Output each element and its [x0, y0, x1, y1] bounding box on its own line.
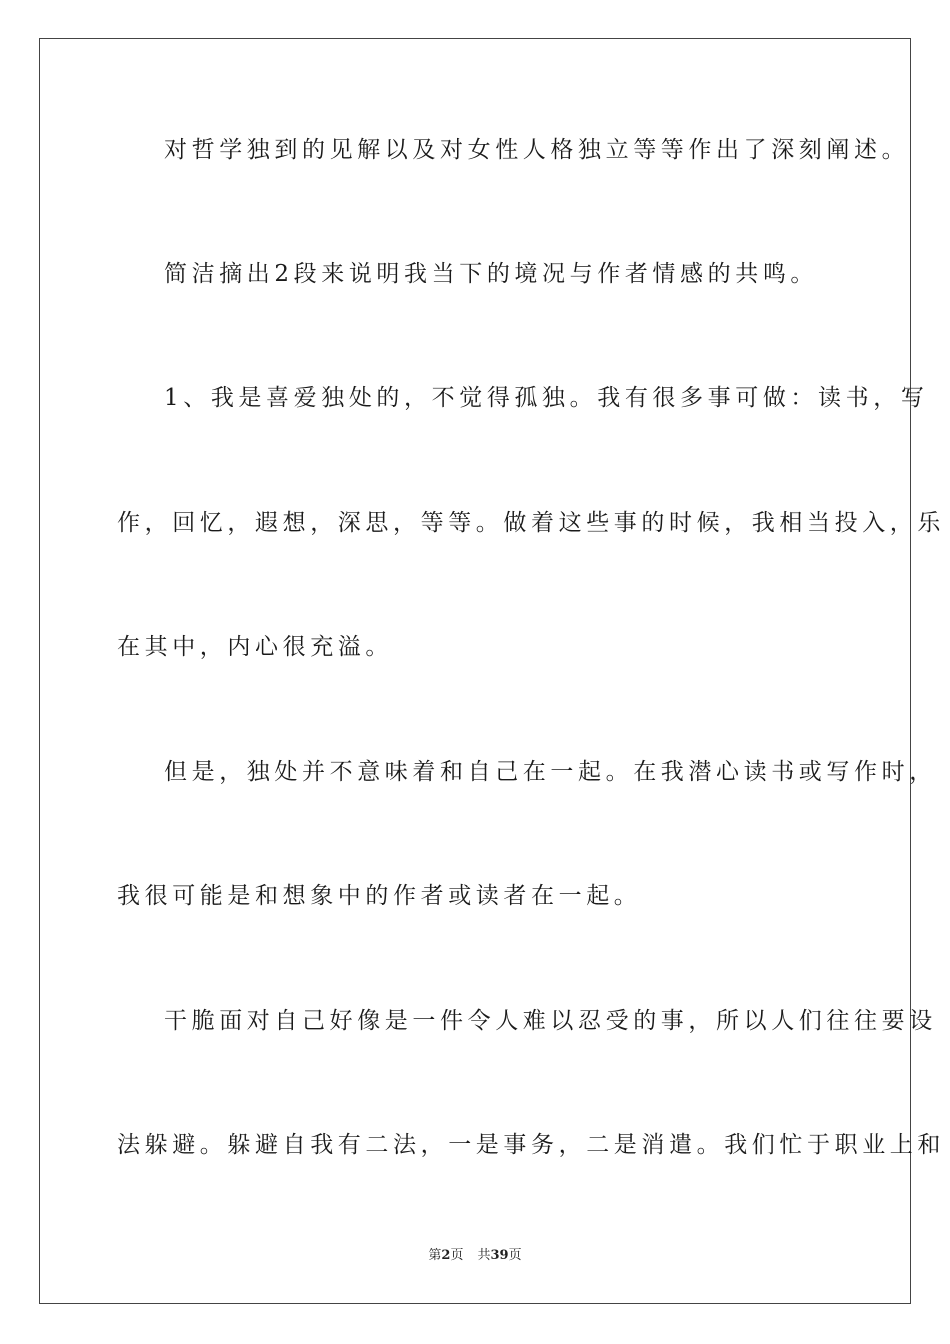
paragraph-line: 简洁摘出2段来说明我当下的境况与作者情感的共鸣。 [164, 261, 819, 287]
total-prefix: 共 [477, 1248, 491, 1263]
page-suffix: 页 [450, 1248, 464, 1263]
paragraph-line: 在其中，内心很充溢。 [117, 634, 393, 660]
page-footer [0, 1247, 950, 1265]
paragraph-line: 1、我是喜爱独处的，不觉得孤独。我有很多事可做：读书，写 [164, 385, 929, 411]
paragraph-line: 干脆面对自己好像是一件令人难以忍受的事，所以人们往往要设 [164, 1008, 937, 1034]
paragraph-line: 作，回忆，遐想，深思，等等。做着这些事的时候，我相当投入，乐 [117, 510, 945, 536]
page-border [39, 38, 945, 1304]
paragraph-line: 对哲学独到的见解以及对女性人格独立等等作出了深刻阐述。 [164, 137, 910, 163]
paragraph-line: 法躲避。躲避自我有二法，一是事务，二是消遣。我们忙于职业上和 [117, 1132, 945, 1158]
page-prefix: 第 [428, 1248, 442, 1263]
paragraph-line: 但是，独处并不意味着和自己在一起。在我潜心读书或写作时， [164, 759, 937, 785]
page-number: 2 [441, 1248, 451, 1263]
paragraph-line: 我很可能是和想象中的作者或读者在一起。 [117, 883, 642, 909]
total-suffix: 页 [508, 1248, 522, 1263]
total-pages: 39 [490, 1248, 509, 1263]
